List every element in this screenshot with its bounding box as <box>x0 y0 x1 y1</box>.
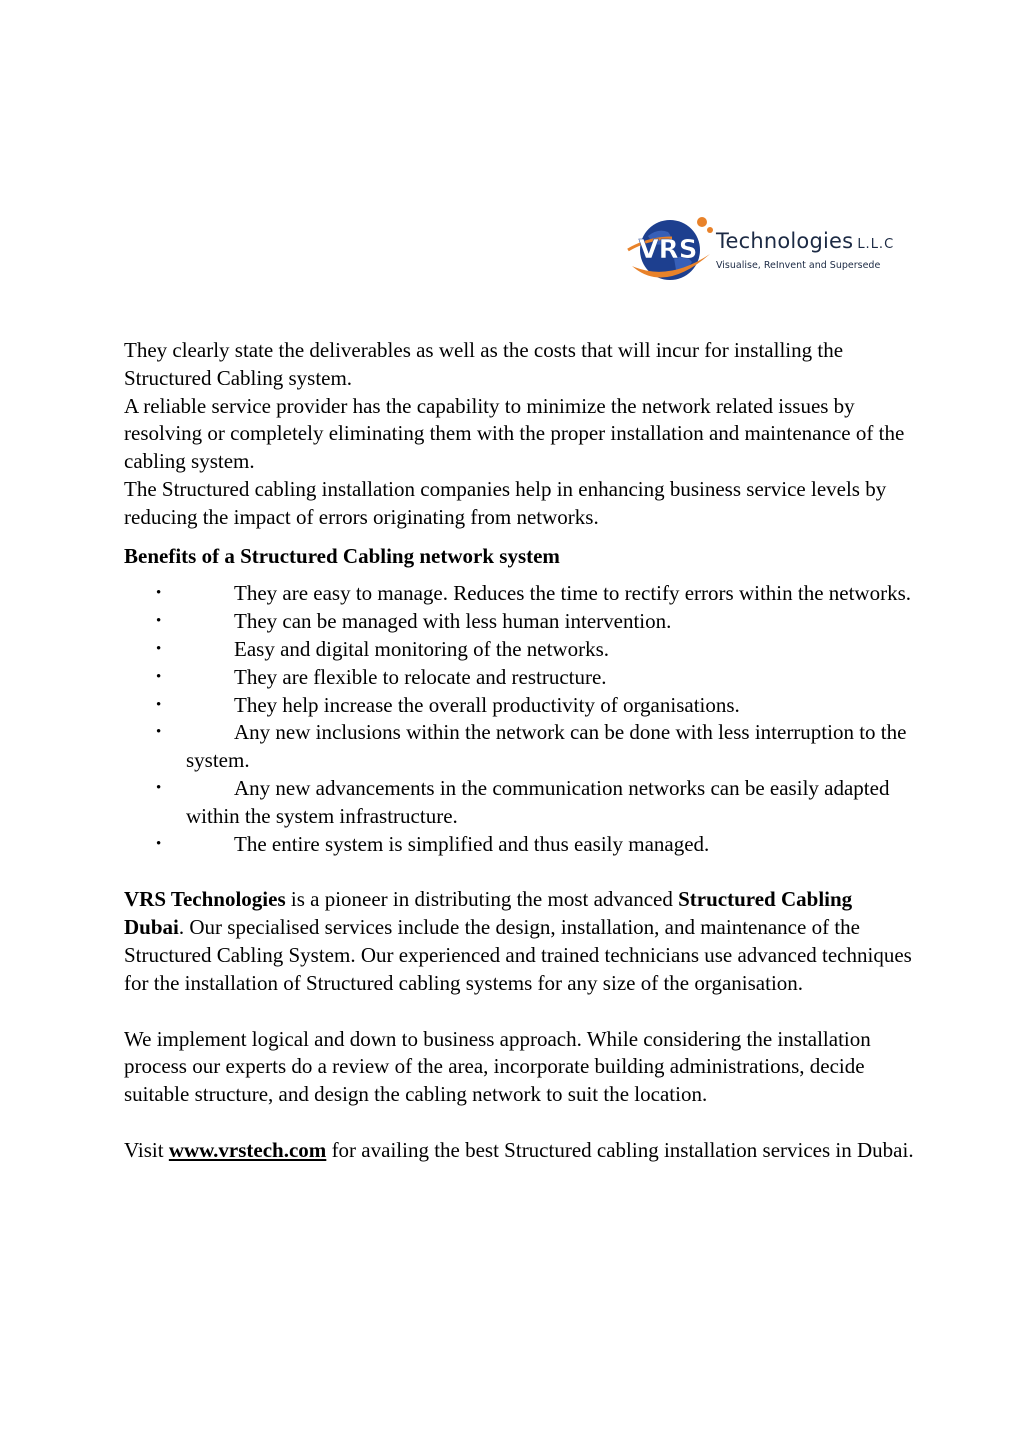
bullet-icon: • <box>156 696 162 713</box>
approach-paragraph: We implement logical and down to business approach. While considering the installation process our experts do a review of the area, incorporate building administrations, decide suitable structure, and design the cabling network to suit the location. <box>124 1026 871 1107</box>
logo-mark-text: VRS <box>638 235 698 265</box>
list-item: • They are flexible to relocate and restructure. <box>124 664 914 692</box>
logo-tagline: Visualise, ReInvent and Supersede <box>716 260 881 271</box>
document-body <box>124 337 914 1165</box>
list-item: • Easy and digital monitoring of the networks. <box>124 636 914 664</box>
bullet-icon: • <box>156 640 162 657</box>
list-item: • Any new inclusions within the network can be done with less interruption to the system. <box>156 720 907 773</box>
logo-suffix: L.L.C <box>857 237 895 252</box>
list-item: • Any new advancements in the communication networks can be easily adapted within the system infrastructure. <box>156 775 890 828</box>
list-item: • They are easy to manage. Reduces the time to rectify errors within the networks. <box>124 580 914 608</box>
bullet-icon: • <box>156 585 162 602</box>
bullet-icon: • <box>156 613 162 630</box>
intro-paragraph-3: The Structured cabling installation companies help in enhancing business service levels by reducing the impact of errors originating from networks. <box>124 476 887 529</box>
bullet-icon: • <box>156 724 162 741</box>
bullet-icon: • <box>156 779 162 796</box>
about-paragraph: VRS Technologies is a pioneer in distributing the most advanced Structured Cabling Dubai. Our specialised services include the design, installation, and maintenance of the Structured Cabling System. Our experienced and trained technicians use advanced techniques for the installation of Structured cabling systems for any size of the organisation. <box>124 887 912 995</box>
logo-wordmark <box>716 228 904 271</box>
list-item: • The entire system is simplified and thus easily managed. <box>124 831 914 859</box>
website-link[interactable]: www.vrstech.com <box>168 1137 327 1162</box>
logo-company-name <box>716 228 904 258</box>
intro-paragraph-1: They clearly state the deliverables as well as the costs that will incur for installing the Structured Cabling system. <box>124 338 844 390</box>
vrs-globe-logo-icon <box>624 208 716 298</box>
intro-paragraph-2: A reliable service provider has the capability to minimize the network related issues by resolving or completely eliminating them with the proper installation and maintenance of the cabling system. <box>124 393 905 474</box>
bullet-icon: • <box>156 668 162 685</box>
company-logo <box>624 208 904 298</box>
logo-company: Technologies <box>716 229 854 253</box>
keyword-structured-cabling: Structured Cabling Dubai <box>124 887 853 940</box>
list-item: • They help increase the overall productivity of organisations. <box>124 692 914 720</box>
benefits-list <box>124 580 914 858</box>
bullet-icon: • <box>156 835 162 852</box>
brand-name: VRS Technologies <box>124 887 286 912</box>
visit-paragraph: Visit www.vrstech.com for availing the best Structured cabling installation services in Dubai. <box>124 1137 914 1162</box>
list-item: • They can be managed with less human intervention. <box>124 608 914 636</box>
benefits-heading: Benefits of a Structured Cabling network system <box>124 543 560 568</box>
